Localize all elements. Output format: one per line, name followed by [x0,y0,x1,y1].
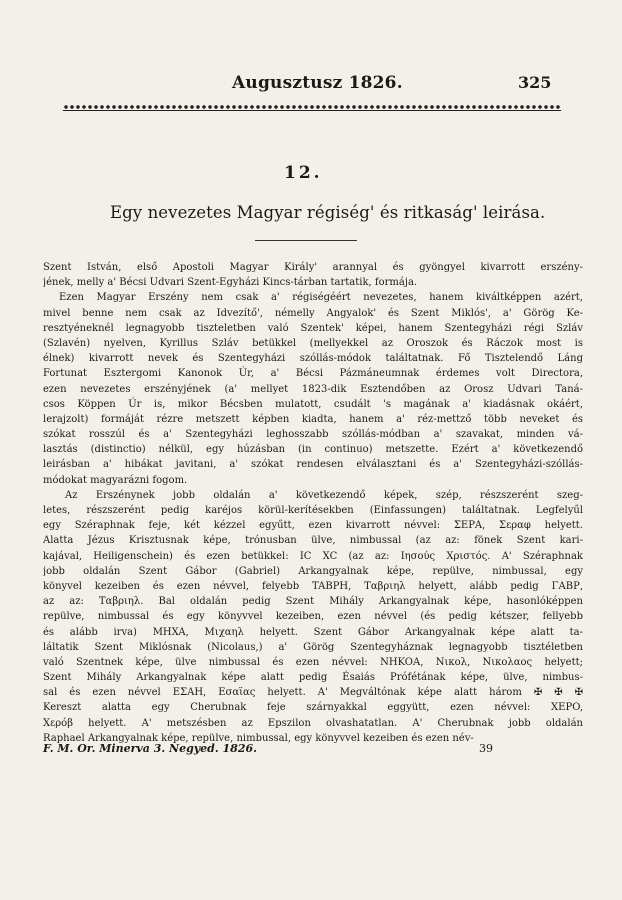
body-line: láltatik Szent Miklósnak (Nicolaus,) a' Görög Szentegyháznak legnagyobb tisztéletben [43,641,583,653]
article-body [43,260,583,746]
body-line: az az: Ταβριηλ. Bal oldalán pedig Szent Mihály Arkangyalnak képe, hasonlóképpen [43,596,583,608]
body-line: Kereszt alatta egy Cherubnak feje szárnyakkal eggyütt, ezen névvel: XEPO, [43,702,583,714]
body-line: könyvel kezeiben és ezen névvel, felyebb TABPH, Ταβριηλ helyett, alább pedig ΓΑΒΡ, [43,580,583,592]
body-line: és alább irva) MHXA, Μιχαηλ helyett. Szent Gábor Arkangyalnak képe alatt ta- [43,626,583,638]
body-line: jobb oldalán Szent Gábor (Gabriel) Arkangyalnak képe, repülve, nimbussal, egy [43,565,583,577]
header-title: Augusztusz 1826. [232,73,403,93]
body-line: jének, melly a' Bécsi Udvari Szent-Egyházi Kincs-tárban tartatik, formája. [43,277,418,289]
body-line: resztyéneknél legnagyobb tiszteletben való Szentek' képei, hanem Szentegyházi régi Szláv [43,322,583,334]
signature-mark: F. M. Or. Minerva 3. Negyed. 1826. [43,742,257,755]
sheet-number: 39 [479,742,493,755]
body-line: lerajzolt) formáját rézre metszett képben kiadta, hanem a' réz-mettző több neveket és [43,413,583,425]
body-line: módokat magyarázni fogom. [43,474,188,486]
page-number: 325 [518,73,552,92]
body-line: letes, részszerént pedig karéjos körül-kerítésekben (Einfassungen) találtatnak. Legfelyűl [43,505,583,516]
body-line: lasztás (distinctio) nélkül, egy húzásban (in continuo) metszette. Ezért a' következendő [43,444,583,456]
body-line: Az Erszénynek jobb oldalán a' következendő képek, szép, részszerént szeg- [65,489,583,501]
body-line: Szent István, első Apostoli Magyar Király' arannyal és gyöngyel kivarrott erszény- [43,262,583,273]
article-number: 12. [284,163,323,183]
body-line: Alatta Jézus Krisztusnak képe, trónusban ülve, nimbussal (az az: fönek Szent kari- [43,535,583,547]
body-line: ezen nevezetes erszényjének (a' mellyet 1823-dik Esztendőben az Orosz Udvari Taná- [43,383,583,395]
article-headline: Egy nevezetes Magyar régiség' és ritkaság' leirása. [110,203,546,222]
body-line: repülve, nimbussal és egy könyvvel kezeiben, ezen névvel (és pedig kétszer, fellyebb [43,611,583,623]
body-line: Raphael Arkangyalnak képe, repülve, nimbussal, egy könyvvel kezeiben és ezen név- [43,732,474,744]
body-line: Fortunat Esztergomi Kanonok Úr, a' Bécsi Pázmáneumnak érdemes volt Directora, [43,368,583,380]
body-line: (Szlavén) nyelven, Kyrillus Szláv betükkel (mellyekkel az Oroszok és Ráczok most is [43,337,583,349]
body-line: mivel benne nem csak az Idvezítő', némelly Angyalok' és Szent Miklós', a' Görög Ke- [43,307,583,319]
body-line: egy Széraphnak feje, két kézzel egyűtt, ezen kivarrott névvel: ΣΕΡΑ, Σεραφ helyett. [43,520,583,532]
headline-rule [255,240,357,241]
body-line: sal és ezen névvel ΕΣΑΗ, Εσαϊας helyett. A' Megváltónak képe alatt három ✠ ✠ ✠ [43,687,583,699]
ornament-border [63,103,561,111]
body-line: Χερόβ helyett. A' metszésben az Epszilon olvashatatlan. A' Cherubnak jobb oldalán [43,717,583,729]
body-line: szókat rosszúl és a' Szentegyházi leghosszabb szóllás-módban a' szavakat, minden vá- [43,429,583,441]
body-line: csos Köppen Úr is, mikor Bécsben mulatott, csudált 's magának a' kiadásnak okáért, [43,398,583,410]
body-line: való Szentnek képe, ülve nimbussal és ezen névvel: NHKOA, Νικολ, Νικολαος helyett; [43,656,583,668]
body-line: leirásban a' hibákat javitani, a' szókat rendesen elválasztani és a' Szentegyházi-szóllás- [43,459,583,471]
body-line: kajával, Heiligenschein) és ezen betükkel: IC XC (az az: Ιησούς Χριστός. A' Széraphnak [43,550,583,562]
body-line: élnek) kivarrott nevek és Szentegyházi szóllás-módok találtatnak. Fő Tisztelendő Láng [43,353,583,365]
body-line: Ezen Magyar Erszény nem csak a' régiségéért nevezetes, hanem kiváltképpen azért, [59,292,583,304]
body-line: Szent Mihály Arkangyalnak képe alatt pedig Ésaiás Prófétának képe, ülve, nimbus- [43,672,583,684]
running-header [0,73,622,99]
